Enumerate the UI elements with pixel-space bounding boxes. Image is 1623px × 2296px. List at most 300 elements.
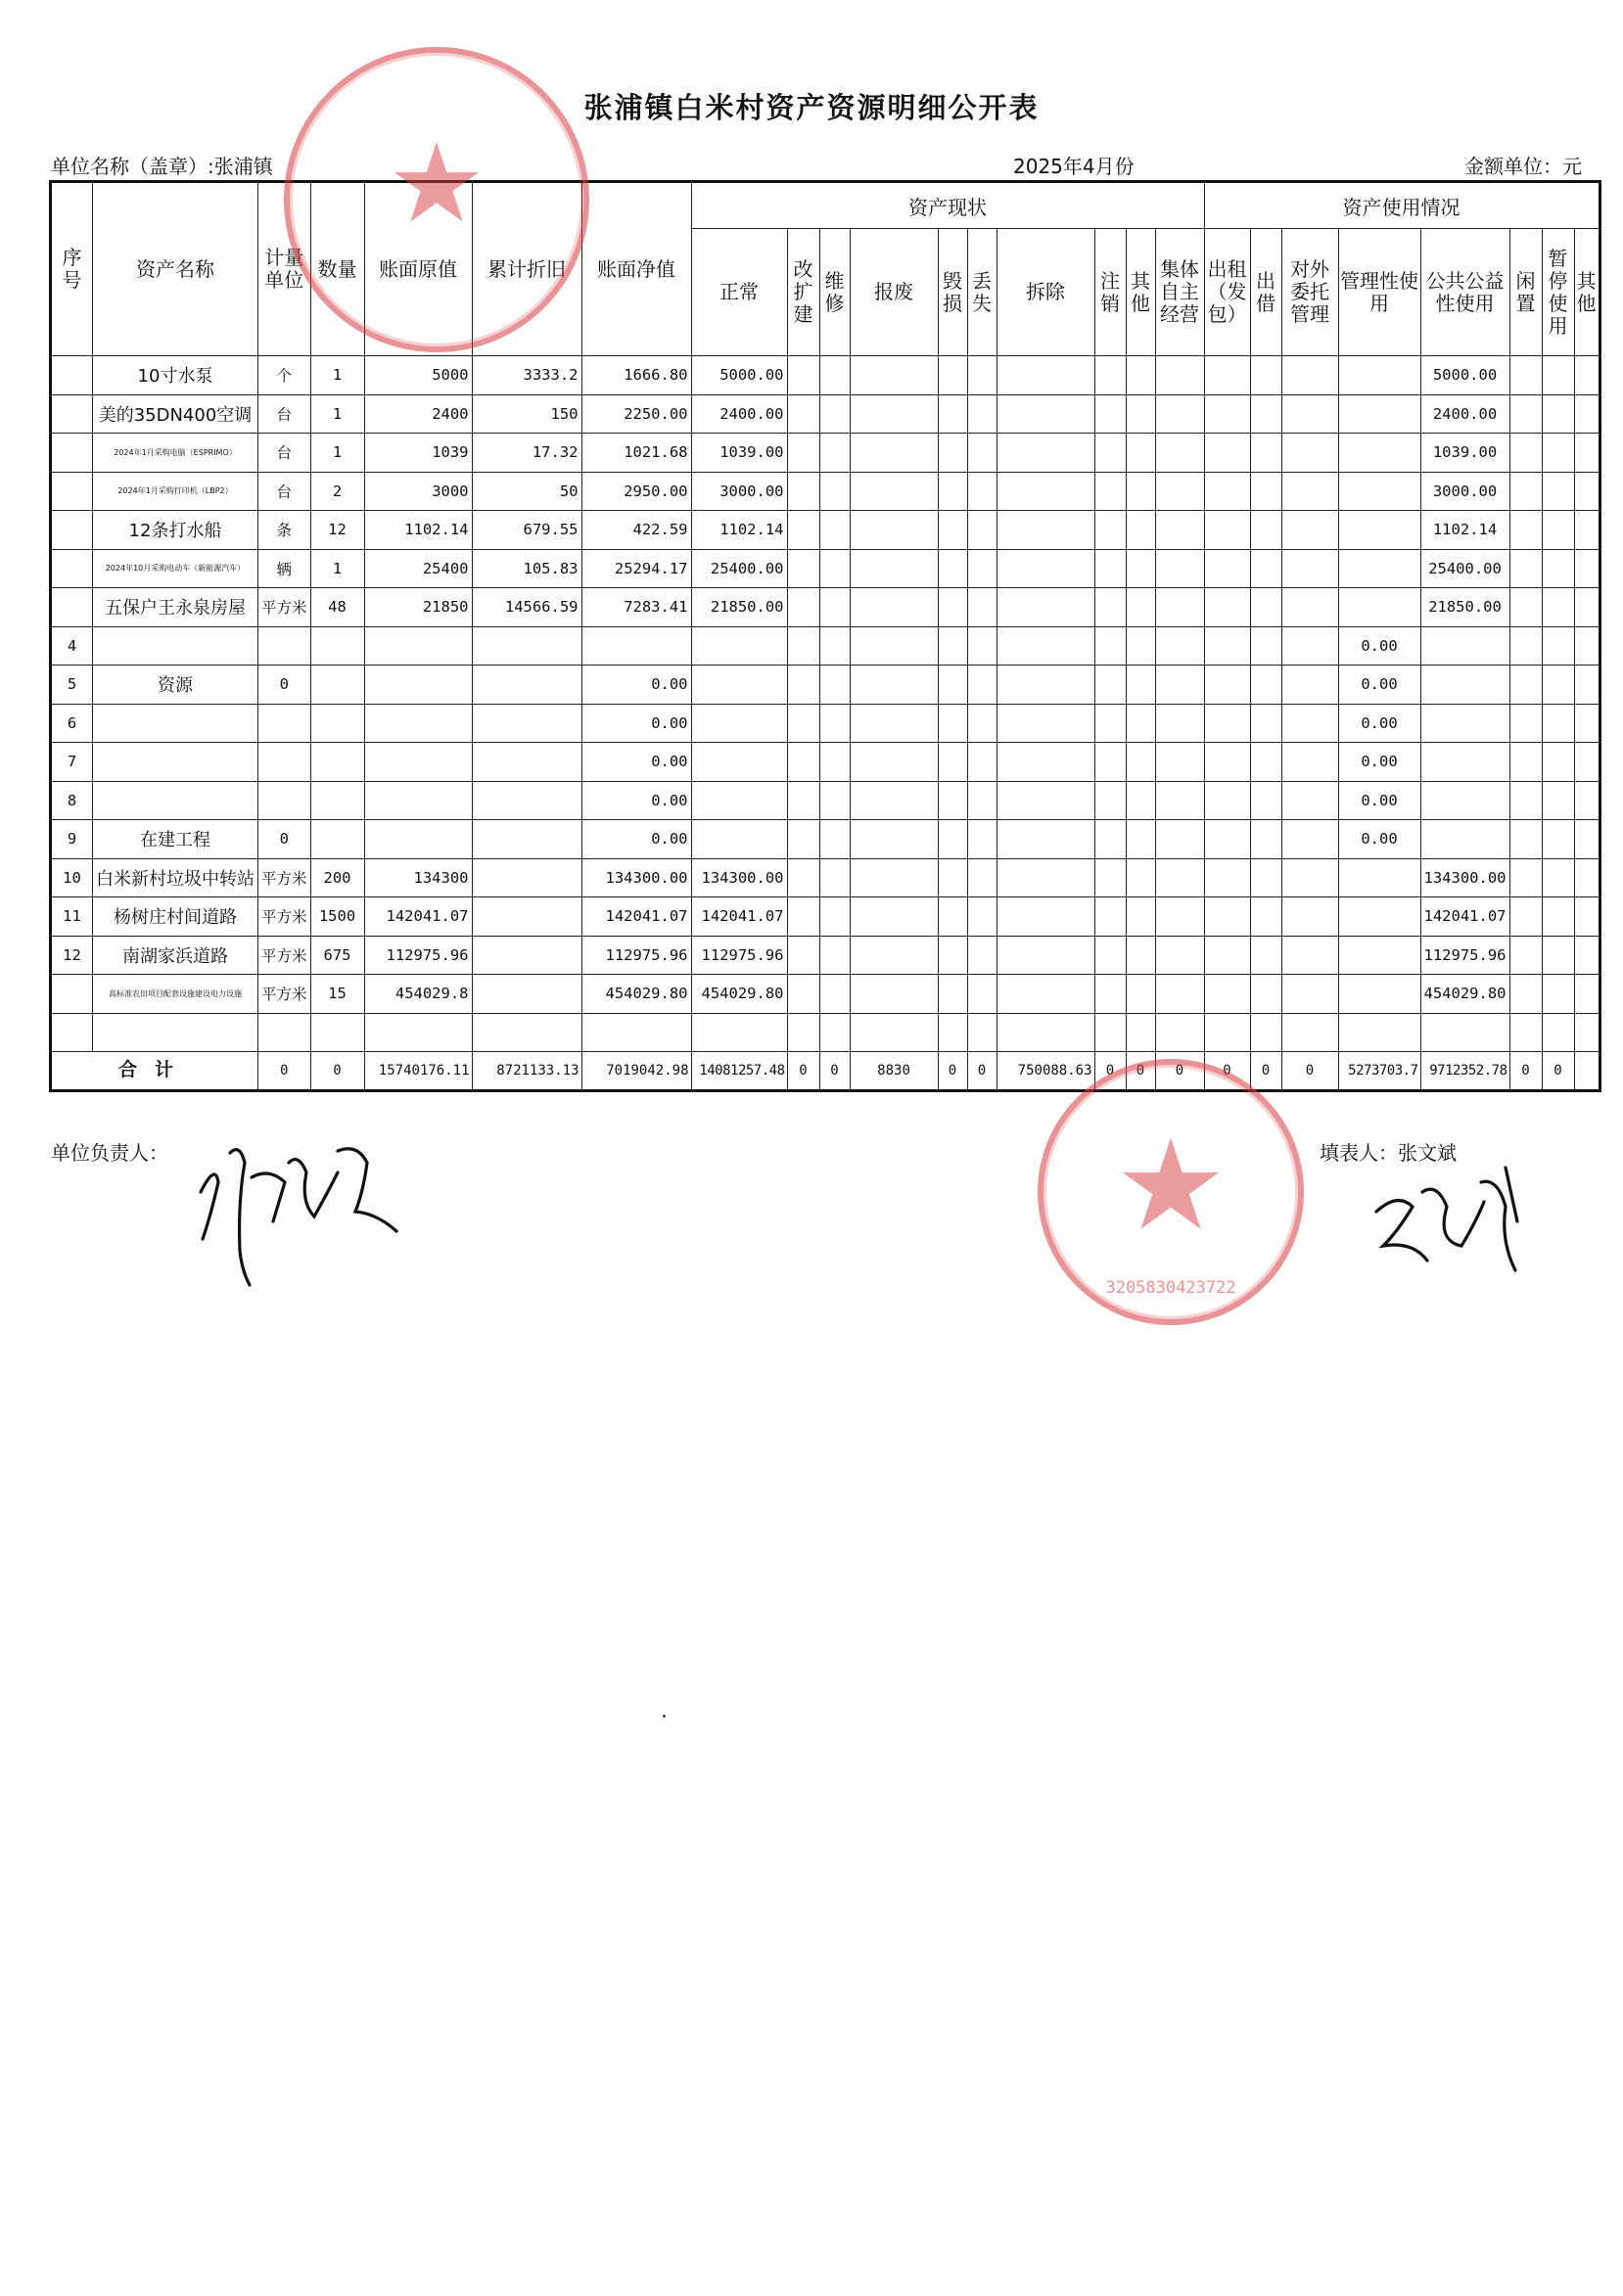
cell-empty — [1155, 626, 1204, 666]
cell-net: 142041.07 — [581, 897, 691, 937]
cell-empty — [1542, 356, 1574, 395]
cell-empty — [1126, 781, 1155, 820]
cell-empty — [1094, 666, 1126, 705]
col-mgmt-use: 管理性使用 — [1338, 229, 1420, 356]
table-row — [51, 975, 1600, 1014]
cell-empty — [967, 356, 997, 395]
cell-book: 1039 — [364, 434, 472, 473]
cell-empty — [819, 1013, 850, 1052]
cell-net: 2250.00 — [581, 394, 691, 434]
cell-empty — [1281, 743, 1338, 782]
cell-empty — [1250, 394, 1281, 434]
cell-name: 美的35DN400空调 — [93, 394, 258, 434]
table-row — [51, 743, 1600, 782]
cell-unit: 辆 — [258, 549, 311, 588]
cell-empty — [1281, 975, 1338, 1014]
total-rebuild: 0 — [787, 1052, 819, 1091]
col-unit: 计量单位 — [258, 182, 311, 356]
cell-empty — [938, 743, 967, 782]
cell-scrap — [850, 472, 938, 511]
cell-seq: 6 — [51, 704, 93, 743]
cell-net: 1666.80 — [581, 356, 691, 395]
cell-empty — [787, 743, 819, 782]
table-body — [51, 356, 1600, 1052]
cell-public — [1420, 704, 1509, 743]
cell-empty — [787, 858, 819, 897]
cell-empty — [967, 897, 997, 937]
cell-empty — [819, 666, 850, 705]
group-asset-usage: 资产使用情况 — [1204, 182, 1600, 229]
cell-public: 21850.00 — [1420, 588, 1509, 627]
cell-empty — [1155, 588, 1204, 627]
cell-name: 南湖家浜道路 — [93, 936, 258, 975]
cell-empty — [1574, 704, 1600, 743]
cell-empty — [1155, 704, 1204, 743]
cell-dep — [472, 975, 581, 1014]
cell-book: 112975.96 — [364, 936, 472, 975]
table-row — [51, 511, 1600, 550]
cell-net: 7283.41 — [581, 588, 691, 627]
cell-dep — [472, 743, 581, 782]
cell-empty — [1126, 472, 1155, 511]
cell-empty — [1126, 858, 1155, 897]
cell-book: 21850 — [364, 588, 472, 627]
cell-qty: 12 — [310, 511, 364, 550]
cell-empty — [1574, 1013, 1600, 1052]
cell-unit: 0 — [258, 820, 311, 859]
col-idle: 闲置 — [1509, 229, 1542, 356]
col-book-value: 账面原值 — [364, 182, 472, 356]
cell-empty — [1204, 975, 1250, 1014]
cell-empty — [1204, 666, 1250, 705]
cell-name: 2024年1月采购打印机（LBP2） — [93, 472, 258, 511]
cell-dep — [472, 858, 581, 897]
col-damaged: 毁损 — [938, 229, 967, 356]
cell-empty — [787, 511, 819, 550]
table-row — [51, 472, 1600, 511]
cell-seq: 8 — [51, 781, 93, 820]
cell-empty — [1509, 975, 1542, 1014]
cell-empty — [1542, 1013, 1574, 1052]
cell-empty — [1542, 858, 1574, 897]
cell-dep: 50 — [472, 472, 581, 511]
cell-empty — [1126, 743, 1155, 782]
cell-seq — [51, 975, 93, 1014]
col-paused: 暂停使用 — [1542, 229, 1574, 356]
cell-empty — [819, 936, 850, 975]
cell-qty: 200 — [310, 858, 364, 897]
cell-empty — [1126, 1013, 1155, 1052]
cell-book: 134300 — [364, 858, 472, 897]
cell-seq: 5 — [51, 666, 93, 705]
cell-empty — [787, 704, 819, 743]
cell-empty — [997, 975, 1094, 1014]
total-idle: 0 — [1509, 1052, 1542, 1091]
col-seq: 序号 — [51, 182, 93, 356]
table-row — [51, 704, 1600, 743]
cell-empty — [787, 975, 819, 1014]
cell-empty — [1250, 781, 1281, 820]
cell-empty — [819, 704, 850, 743]
cell-qty: 15 — [310, 975, 364, 1014]
committee-seal-stamp — [1038, 1059, 1304, 1325]
cell-empty — [997, 897, 1094, 937]
cell-empty — [938, 781, 967, 820]
cell-normal — [691, 666, 787, 705]
table-row — [51, 434, 1600, 473]
cell-net: 2950.00 — [581, 472, 691, 511]
cell-unit — [258, 743, 311, 782]
total-collective: 0 — [1155, 1052, 1204, 1091]
total-mgmt-use: 5273703.7 — [1338, 1052, 1420, 1091]
cell-public — [1420, 1013, 1509, 1052]
cell-empty — [1509, 858, 1542, 897]
cell-empty — [1281, 472, 1338, 511]
cell-empty — [1250, 549, 1281, 588]
cell-empty — [819, 743, 850, 782]
cell-empty — [1155, 472, 1204, 511]
cell-qty: 1 — [310, 356, 364, 395]
cell-scrap — [850, 897, 938, 937]
cell-seq — [51, 549, 93, 588]
cell-net: 25294.17 — [581, 549, 691, 588]
cell-empty — [1126, 394, 1155, 434]
asset-table — [49, 180, 1601, 1092]
cell-scrap — [850, 434, 938, 473]
cell-empty — [1574, 936, 1600, 975]
cell-name — [93, 743, 258, 782]
cell-empty — [819, 588, 850, 627]
table-row — [51, 394, 1600, 434]
cell-name: 12条打水船 — [93, 511, 258, 550]
cell-empty — [1281, 549, 1338, 588]
cell-empty — [1204, 434, 1250, 473]
cell-empty — [1574, 356, 1600, 395]
cell-empty — [1509, 781, 1542, 820]
col-entrusted: 对外委托管理 — [1281, 229, 1338, 356]
cell-empty — [1126, 666, 1155, 705]
cell-unit: 平方米 — [258, 588, 311, 627]
cell-empty — [967, 588, 997, 627]
col-repair: 维修 — [819, 229, 850, 356]
cell-normal — [691, 704, 787, 743]
cell-scrap — [850, 704, 938, 743]
cell-empty — [1155, 511, 1204, 550]
cell-empty — [997, 394, 1094, 434]
cell-empty — [1281, 781, 1338, 820]
cell-mgmt: 0.00 — [1338, 666, 1420, 705]
cell-book: 5000 — [364, 356, 472, 395]
cell-empty — [1542, 666, 1574, 705]
cell-empty — [997, 858, 1094, 897]
cell-empty — [1155, 975, 1204, 1014]
table-row — [51, 781, 1600, 820]
cell-empty — [1574, 626, 1600, 666]
cell-empty — [1574, 858, 1600, 897]
cell-empty — [1281, 394, 1338, 434]
cell-empty — [997, 472, 1094, 511]
cell-public: 1102.14 — [1420, 511, 1509, 550]
cell-empty — [967, 1013, 997, 1052]
cell-empty — [1204, 626, 1250, 666]
cell-book: 1102.14 — [364, 511, 472, 550]
cell-empty — [1509, 936, 1542, 975]
cell-empty — [1126, 897, 1155, 937]
cell-scrap — [850, 1013, 938, 1052]
cell-public — [1420, 820, 1509, 859]
cell-empty — [1126, 356, 1155, 395]
cell-empty — [1204, 858, 1250, 897]
cell-empty — [997, 781, 1094, 820]
cell-empty — [1250, 472, 1281, 511]
cell-mgmt — [1338, 472, 1420, 511]
cell-empty — [1281, 626, 1338, 666]
cell-empty — [1281, 666, 1338, 705]
cell-dep: 150 — [472, 394, 581, 434]
cell-net: 134300.00 — [581, 858, 691, 897]
filler-signature — [1368, 1153, 1535, 1290]
cell-scrap — [850, 820, 938, 859]
cell-unit: 台 — [258, 472, 311, 511]
cell-net: 1021.68 — [581, 434, 691, 473]
cell-name: 10寸水泵 — [93, 356, 258, 395]
cell-empty — [1250, 743, 1281, 782]
cell-unit: 条 — [258, 511, 311, 550]
cell-empty — [1542, 549, 1574, 588]
cell-normal: 1039.00 — [691, 434, 787, 473]
col-lend: 出借 — [1250, 229, 1281, 356]
cell-empty — [1155, 434, 1204, 473]
cell-normal — [691, 1013, 787, 1052]
cell-dep: 3333.2 — [472, 356, 581, 395]
cell-empty — [1281, 704, 1338, 743]
cell-empty — [1574, 511, 1600, 550]
header-group-row — [51, 182, 1600, 229]
cell-empty — [1094, 936, 1126, 975]
cell-empty — [1574, 588, 1600, 627]
cell-empty — [819, 394, 850, 434]
total-normal: 14081257.48 — [691, 1052, 787, 1091]
cell-empty — [819, 472, 850, 511]
cell-mgmt — [1338, 511, 1420, 550]
cell-unit: 平方米 — [258, 897, 311, 937]
cell-empty — [938, 820, 967, 859]
cell-empty — [1094, 743, 1126, 782]
cell-mgmt — [1338, 356, 1420, 395]
cell-seq — [51, 356, 93, 395]
cell-net: 422.59 — [581, 511, 691, 550]
table-row — [51, 666, 1600, 705]
cell-net: 0.00 — [581, 743, 691, 782]
cell-normal: 3000.00 — [691, 472, 787, 511]
cell-seq — [51, 472, 93, 511]
cell-empty — [997, 511, 1094, 550]
cell-empty — [1281, 511, 1338, 550]
cell-dep — [472, 626, 581, 666]
cell-scrap — [850, 781, 938, 820]
cell-qty: 1 — [310, 549, 364, 588]
cell-empty — [1204, 820, 1250, 859]
cell-mgmt — [1338, 858, 1420, 897]
col-scrap: 报废 — [850, 229, 938, 356]
total-unit: 0 — [258, 1052, 311, 1091]
cell-normal: 112975.96 — [691, 936, 787, 975]
cell-empty — [938, 897, 967, 937]
cell-unit — [258, 626, 311, 666]
cell-seq — [51, 394, 93, 434]
cell-empty — [787, 472, 819, 511]
cell-empty — [997, 626, 1094, 666]
cell-public — [1420, 626, 1509, 666]
cell-name: 2024年1月采购电脑（ESPRIMO） — [93, 434, 258, 473]
total-paused: 0 — [1542, 1052, 1574, 1091]
cell-empty — [1126, 434, 1155, 473]
cell-empty — [1155, 356, 1204, 395]
table-row — [51, 1013, 1600, 1052]
cell-empty — [1542, 781, 1574, 820]
table-row — [51, 549, 1600, 588]
cell-empty — [1204, 1013, 1250, 1052]
col-public-use: 公共公益性使用 — [1420, 229, 1509, 356]
cell-empty — [1155, 549, 1204, 588]
cell-empty — [997, 936, 1094, 975]
cell-empty — [938, 511, 967, 550]
cell-mgmt — [1338, 394, 1420, 434]
cell-qty: 1500 — [310, 897, 364, 937]
total-lend: 0 — [1250, 1052, 1281, 1091]
cell-empty — [1204, 897, 1250, 937]
total-book-value: 15740176.11 — [364, 1052, 472, 1091]
cell-empty — [938, 704, 967, 743]
col-depreciation: 累计折旧 — [472, 182, 581, 356]
cell-empty — [938, 394, 967, 434]
cell-empty — [997, 820, 1094, 859]
cell-mgmt: 0.00 — [1338, 781, 1420, 820]
cell-empty — [1542, 704, 1574, 743]
cell-empty — [1094, 858, 1126, 897]
cell-normal — [691, 626, 787, 666]
cell-empty — [967, 394, 997, 434]
col-lease: 出租（发包） — [1204, 229, 1250, 356]
cell-empty — [1250, 975, 1281, 1014]
cell-empty — [787, 666, 819, 705]
cell-empty — [1094, 1013, 1126, 1052]
cell-empty — [819, 781, 850, 820]
cell-empty — [787, 549, 819, 588]
cell-normal: 454029.80 — [691, 975, 787, 1014]
village-seal-stamp — [284, 47, 589, 352]
cell-mgmt: 0.00 — [1338, 820, 1420, 859]
cell-scrap — [850, 858, 938, 897]
page-title: 张浦镇白米村资产资源明细公开表 — [583, 91, 1040, 124]
cell-empty — [1574, 897, 1600, 937]
cell-book — [364, 626, 472, 666]
cell-public: 134300.00 — [1420, 858, 1509, 897]
cell-empty — [967, 549, 997, 588]
cell-empty — [1509, 1013, 1542, 1052]
col-name: 资产名称 — [93, 182, 258, 356]
cell-empty — [967, 472, 997, 511]
cell-empty — [819, 897, 850, 937]
cell-empty — [967, 936, 997, 975]
cell-book — [364, 1013, 472, 1052]
cell-empty — [1155, 936, 1204, 975]
cell-net: 112975.96 — [581, 936, 691, 975]
cell-qty — [310, 820, 364, 859]
cell-empty — [1542, 897, 1574, 937]
col-demolish: 拆除 — [997, 229, 1094, 356]
cell-public: 112975.96 — [1420, 936, 1509, 975]
cell-empty — [1126, 704, 1155, 743]
cell-empty — [1542, 588, 1574, 627]
cell-net: 0.00 — [581, 704, 691, 743]
cell-empty — [967, 743, 997, 782]
cell-book: 454029.8 — [364, 975, 472, 1014]
cell-empty — [787, 434, 819, 473]
cell-seq: 4 — [51, 626, 93, 666]
total-net-value: 7019042.98 — [581, 1052, 691, 1091]
cell-empty — [1281, 434, 1338, 473]
cell-empty — [1094, 897, 1126, 937]
cell-seq: 12 — [51, 936, 93, 975]
cell-empty — [938, 666, 967, 705]
total-cancel: 0 — [1094, 1052, 1126, 1091]
cell-book — [364, 704, 472, 743]
table-row — [51, 897, 1600, 937]
cell-unit: 台 — [258, 394, 311, 434]
col-normal: 正常 — [691, 229, 787, 356]
cell-empty — [1155, 394, 1204, 434]
cell-empty — [1281, 588, 1338, 627]
cell-empty — [997, 356, 1094, 395]
leader-signature — [191, 1124, 406, 1290]
cell-dep: 14566.59 — [472, 588, 581, 627]
cell-name: 五保户王永泉房屋 — [93, 588, 258, 627]
cell-seq — [51, 511, 93, 550]
cell-scrap — [850, 936, 938, 975]
cell-empty — [1281, 858, 1338, 897]
total-other-status: 0 — [1126, 1052, 1155, 1091]
cell-book — [364, 820, 472, 859]
cell-empty — [1155, 781, 1204, 820]
cell-empty — [1542, 975, 1574, 1014]
cell-empty — [1155, 743, 1204, 782]
cell-normal: 5000.00 — [691, 356, 787, 395]
cell-dep — [472, 666, 581, 705]
cell-qty — [310, 626, 364, 666]
col-other-usage: 其他 — [1574, 229, 1600, 356]
cell-empty — [1542, 434, 1574, 473]
cell-empty — [1281, 356, 1338, 395]
cell-empty — [1509, 549, 1542, 588]
cell-empty — [1509, 897, 1542, 937]
cell-mgmt — [1338, 1013, 1420, 1052]
cell-empty — [1155, 820, 1204, 859]
cell-empty — [1204, 588, 1250, 627]
cell-qty: 48 — [310, 588, 364, 627]
cell-empty — [1509, 356, 1542, 395]
total-lost: 0 — [967, 1052, 997, 1091]
cell-empty — [1509, 511, 1542, 550]
cell-empty — [1204, 394, 1250, 434]
cell-empty — [938, 936, 967, 975]
cell-empty — [1126, 626, 1155, 666]
cell-scrap — [850, 626, 938, 666]
cell-unit: 个 — [258, 356, 311, 395]
cell-empty — [1094, 394, 1126, 434]
cell-empty — [1509, 820, 1542, 859]
cell-empty — [1281, 936, 1338, 975]
